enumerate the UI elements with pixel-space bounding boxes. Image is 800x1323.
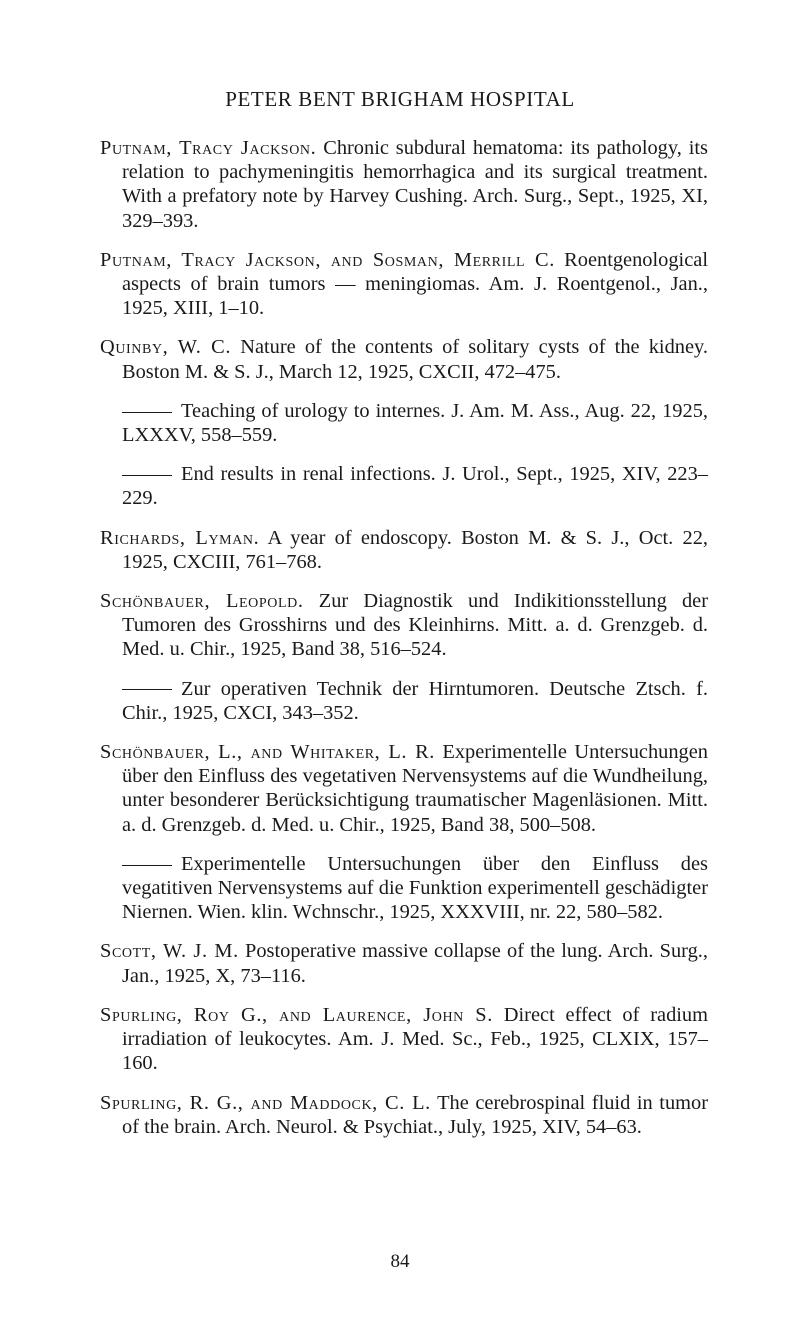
entry-author: Scott, W. J. M. — [100, 940, 239, 963]
bibliography-entry — [100, 1091, 708, 1139]
ditto-dash — [122, 865, 172, 866]
entry-citation: Experimentelle Untersuchungen über den Einfluss des vegatitiven Nervensystems auf die Funktion experimentell geschädigter Niernen. Wien. klin. Wchnschr., 1925, XXXVIII, nr. 22, 580–582. — [122, 852, 708, 924]
entry-citation: A year of endoscopy. Boston M. & S. J., Oct. 22, 1925, CXCIII, 761–768. — [122, 526, 708, 573]
entry-author: Spurling, Roy G., and Laurence, John S. — [100, 1003, 493, 1026]
ditto-dash — [122, 475, 172, 476]
bibliography-entry — [100, 248, 708, 321]
entry-author: Spurling, R. G., and Maddock, C. L. — [100, 1091, 431, 1114]
bibliography-entry — [100, 1003, 708, 1076]
bibliography-list — [100, 136, 708, 1154]
entry-citation: Zur operativen Technik der Hirntumoren. Deutsche Ztsch. f. Chir., 1925, CXCI, 343–352. — [122, 677, 708, 724]
bibliography-entry — [100, 939, 708, 987]
bibliography-entry — [100, 335, 708, 383]
ditto-dash — [122, 412, 172, 413]
entry-author: Quinby, W. C. — [100, 336, 232, 359]
running-head: PETER BENT BRIGHAM HOSPITAL — [225, 87, 575, 111]
entry-citation: The cerebrospinal fluid in tumor of the brain. Arch. Neurol. & Psychiat., July, 1925, XIV, 54–63. — [122, 1091, 709, 1138]
bibliography-entry-continued — [100, 462, 708, 510]
bibliography-entry — [100, 136, 708, 233]
bibliography-entry — [100, 526, 708, 574]
entry-citation: Direct effect of radium irradiation of leukocytes. Am. J. Med. Sc., Feb., 1925, CLXIX, 157–160. — [122, 1003, 708, 1075]
entry-citation: Chronic subdural hematoma: its pathology, its relation to pachymeningitis hemorrhagica and its surgical treatment. With a prefatory note by Harvey Cushing. Arch. Surg., Sept., 1925, XI, 329–393. — [122, 137, 708, 232]
bibliography-entry — [100, 740, 708, 837]
ditto-dash — [122, 689, 172, 690]
page-number: 84 — [390, 1251, 410, 1272]
bibliography-entry — [100, 589, 708, 662]
entry-author: Schönbauer, Leopold. — [100, 590, 304, 613]
entry-author: Richards, Lyman. — [100, 526, 260, 549]
entry-citation: Nature of the contents of solitary cysts of the kidney. Boston M. & S. J., March 12, 1925, CXCII, 472–475. — [122, 336, 708, 383]
bibliography-entry-continued — [100, 399, 708, 447]
entry-author: Schönbauer, L., and Whitaker, L. R. — [100, 741, 436, 764]
entry-author: Putnam, Tracy Jackson, and Sosman, Merrill C. — [100, 248, 555, 271]
entry-author: Putnam, Tracy Jackson. — [100, 137, 317, 159]
entry-citation: Experimentelle Untersuchungen über den Einfluss des vegetativen Nervensystems auf die Wundheilung, unter besonderer Berücksichtigung traumatischer Magenläsionen. Mitt. a. d. Grenzgeb. d. Med. u. Chir., 1925, Band 38, 500–508. — [122, 741, 708, 836]
entry-citation: End results in renal infections. J. Urol., Sept., 1925, XIV, 223–229. — [122, 463, 708, 510]
entry-citation: Teaching of urology to internes. J. Am. M. Ass., Aug. 22, 1925, LXXXV, 558–559. — [122, 399, 708, 447]
entry-citation: Roentgenological aspects of brain tumors — meningiomas. Am. J. Roentgenol., Jan., 1925, XIII, 1–10. — [122, 248, 708, 320]
bibliography-entry-continued — [100, 677, 708, 725]
entry-citation: Zur Diagnostik und Indikitionsstellung der Tumoren des Grosshirns und des Kleinhirns. Mitt. a. d. Grenzgeb. d. Med. u. Chir., 1925, Band 38, 516–524. — [122, 590, 708, 661]
entry-citation: Postoperative massive collapse of the lung. Arch. Surg., Jan., 1925, X, 73–116. — [122, 940, 708, 987]
bibliography-entry-continued — [100, 852, 708, 925]
